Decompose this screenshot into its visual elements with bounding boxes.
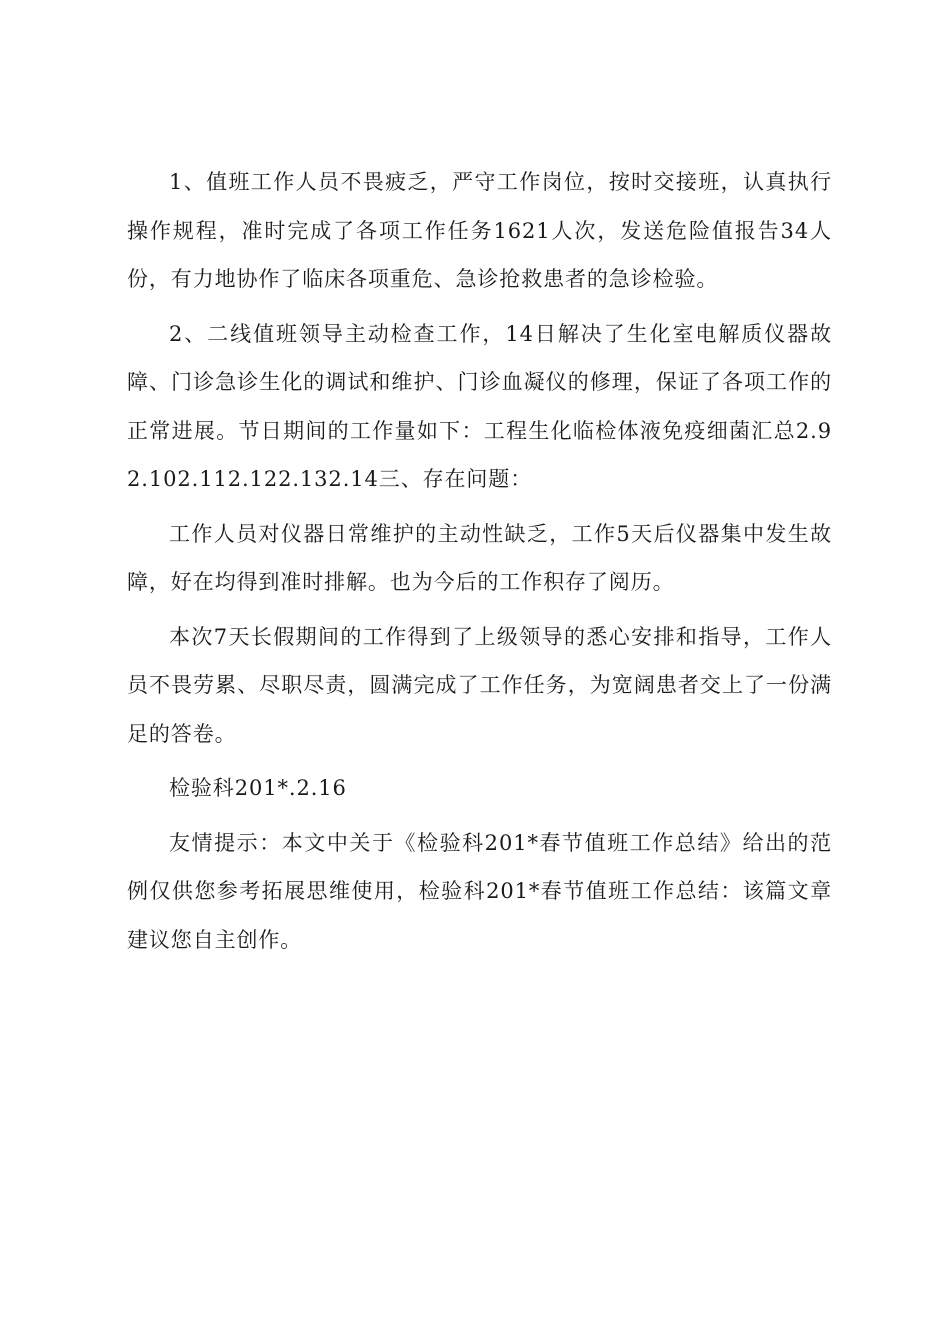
friendly-notice: 友情提示：本文中关于《检验科201*春节值班工作总结》给出的范例仅供您参考拓展思维使用，检验科201*春节值班工作总结：该篇文章建议您自主创作。 — [127, 830, 832, 952]
document-body — [127, 158, 832, 970]
paragraph-duty-staff: 1、值班工作人员不畏疲乏，严守工作岗位，按时交接班，认真执行操作规程，准时完成了各项工作任务1621人次，发送危险值报告34人份，有力地协作了临床各项重危、急诊抢救患者的急诊检验。 — [127, 170, 832, 291]
signature-line: 检验科201*.2.16 — [169, 776, 347, 800]
paragraph-leader-inspection: 2、二线值班领导主动检查工作，14日解决了生化室电解质仪器故障、门诊急诊生化的调试和维护、门诊血凝仪的修理，保证了各项工作的正常进展。节日期间的工作量如下：工程生化临检体液免疫细菌汇总2.92.102.112.122.132.14三、存在问题： — [127, 321, 832, 491]
paragraph-existing-problems: 工作人员对仪器日常维护的主动性缺乏，工作5天后仪器集中发生故障，好在均得到准时排解。也为今后的工作积存了阅历。 — [127, 521, 832, 594]
paragraph-summary: 本次7天长假期间的工作得到了上级领导的悉心安排和指导，工作人员不畏劳累、尽职尽责，圆满完成了工作任务，为宽阔患者交上了一份满足的答卷。 — [127, 624, 832, 746]
